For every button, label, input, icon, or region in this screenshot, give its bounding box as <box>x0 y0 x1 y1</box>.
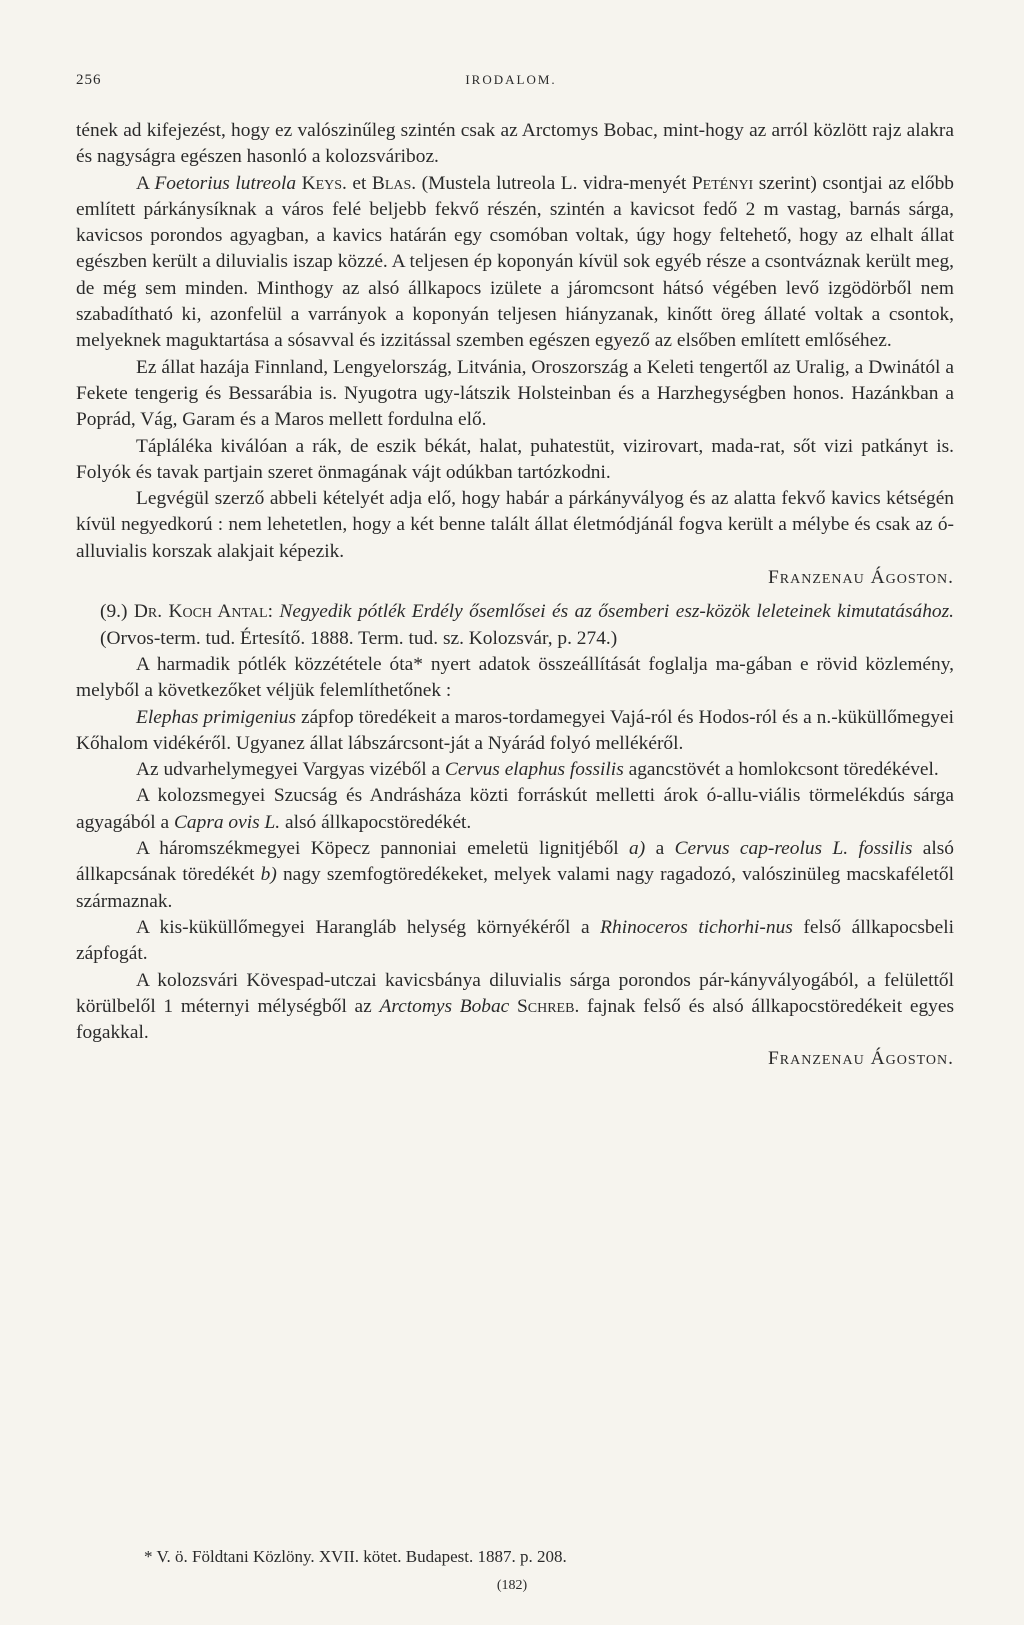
text: alsó állkapocstöredékét. <box>280 811 472 833</box>
paragraph-elephas <box>76 705 954 758</box>
paragraph-arctomys <box>76 968 954 1047</box>
paragraph-intro: A harmadik pótlék közzététele óta* nyert adatok összeállítását foglalja ma-gában e rövid közlemény, melyből a következőket véljük felemlíthetőnek : <box>76 653 954 702</box>
entry-number: (9.) <box>100 601 134 623</box>
text: fajnak felső és alsó állkapocstöredékeit egyes fogakkal. <box>76 995 954 1044</box>
page-number: 256 <box>76 72 102 88</box>
text: agancstövét a homlokcsont töredékével. <box>623 759 939 781</box>
paragraph-habitat: Ez állat hazája Finnland, Lengyelország, Litvánia, Oroszország a Keleti tengertől az Uralig, a Dwinától a Fekete tengerig és Bessarábia is. Nyugotra ugy-látszik Holsteinban és a Harzhegységben honos. Hazánkban a Poprád, Vág, Garam és a Maros mellett fordulna elő. <box>76 356 954 431</box>
species-name: Cervus elaphus fossilis <box>444 759 624 781</box>
bibliography-entry <box>76 599 954 652</box>
entry-author: Dr. Koch Antal <box>133 601 268 623</box>
author-abbrev: Keys. <box>301 172 347 194</box>
entry-title: Negyedik pótlék Erdély ősemlősei és az ősemberi esz-közök leleteinek kimutatásához. <box>279 601 954 623</box>
running-header <box>76 72 946 96</box>
text: nagy szemfogtöredékeket, melyek valami nagy ragadozó, valószinüleg macskaféletől származnak. <box>76 864 955 912</box>
text: A kis-küküllőmegyei Harangláb helység környékéről a <box>136 916 601 938</box>
paragraph-cervus <box>76 757 954 783</box>
author-abbrev: Schreb. <box>516 995 580 1017</box>
text: Az udvarhelymegyei Vargyas vizéből a <box>136 759 445 781</box>
species-name: Arctomys Bobac <box>379 995 510 1017</box>
item-marker: b) <box>260 864 277 886</box>
paragraph-diet: Tápláléka kiválóan a rák, de eszik békát, halat, puhatestüt, vizirovart, mada-rat, sőt vizi patkányt is. Folyók és tavak partjain szeret önmagának vájt odúkban tartózkodni. <box>76 435 954 483</box>
text: A háromszékmegyei Köpecz pannoniai emeletü lignitjéből <box>136 838 630 860</box>
entry-source: (Orvos-term. tud. Értesítő. 1888. Term. tud. sz. Kolozsvár, p. 274.) <box>100 627 618 649</box>
page-body <box>76 118 954 1073</box>
page-footer-number: (182) <box>496 1578 528 1593</box>
text: et <box>346 172 372 194</box>
text: : <box>267 601 280 623</box>
text: A <box>136 172 155 194</box>
text: szerint) csontjai az előbb említett párkánysíknak a város felé beljebb fekvő részén, szintén a kavicsot fedő 2 m vastag, barnás sárga, kavicsos porondos agyagban, a kavics határán egy csomóban voltak, úgy hogy feltehető, hogy az elhalt állat egészben került a diluvialis iszap közzé. A teljesen ép koponyán kívül sok egyéb része a csontváznak került meg, de még sem minden. Minthogy az alsó állkapocs izülete a járomcsont hátsó végében levő izgödörből nem szabadítható ki, azonfelül a varrányok a koponyán teljesen hiányzanak, kinőtt öreg állaté voltak a csontok, melyeknek maguktartása a sósavval és izzitással szemben egészen egyező az elsőben említett emlőséhez. <box>76 172 954 352</box>
item-marker: a) <box>629 838 646 860</box>
text: zápfop töredékeit a maros-tordamegyei Vajá-ról és Hodos-ról és a n.-küküllőmegyei Kőhalom vidékéről. Ugyanez állat lábszárcsont-ját a Nyárád folyó mellékéről. <box>76 706 955 754</box>
paragraph-rhinoceros <box>76 915 954 968</box>
species-name: Cervus cap-reolus L. fossilis <box>674 838 913 860</box>
signature: Franzenau Ágoston. <box>767 1048 954 1070</box>
species-name: Foetorius lutreola <box>154 172 297 194</box>
paragraph-foetorius <box>76 171 954 355</box>
species-name: Elephas primigenius <box>136 706 297 728</box>
signature: Franzenau Ágoston. <box>767 567 954 589</box>
paragraph-capra <box>76 783 954 836</box>
text: (Mustela lutreola L. vidra-menyét <box>416 172 692 194</box>
paragraph-conclusion: Legvégül szerző abbeli kételyét adja elő, hogy habár a párkányvályog és az alatta fekvő kavics kétségén kívül negyedkorú : nem lehetetlen, hogy a két benne talált állat életmódjánál fogva került a mélybe és csak az ó-alluvialis korszak alakjait képezik. <box>76 488 954 562</box>
species-name: Capra ovis L. <box>174 811 281 833</box>
author-abbrev: Blas. <box>371 172 417 194</box>
text: alsó állkapcsának töredékét <box>76 838 954 886</box>
author-name: Petényi <box>691 172 754 194</box>
text: felső állkapocsbeli zápfogát. <box>76 916 954 965</box>
text: A kolozsmegyei Szucság és Andrásháza közti forráskút melletti árok ó-allu-viális törmelékdús sárga agyagából a <box>76 785 954 833</box>
species-name: Rhinoceros tichorhi-nus <box>600 916 793 938</box>
paragraph-continuation: tének ad kifejezést, hogy ez valószinűleg szintén csak az Arctomys Bobac, mint-hogy az arról közlött rajz alakra és nagyságra egészen hasonló a kolozsváriboz. <box>76 120 954 168</box>
text: a <box>645 838 675 860</box>
paragraph-kopecz <box>76 836 954 915</box>
footnote: * V. ö. Földtani Közlöny. XVII. kötet. Budapest. 1887. p. 208. <box>144 1547 567 1566</box>
running-title: IRODALOM. <box>465 72 557 87</box>
text: A kolozsvári Kövespad-utczai kavicsbánya diluvialis sárga porondos pár-kányvályogából, a felülettől körülbelől 1 méternyi mélységből az <box>76 969 954 1017</box>
